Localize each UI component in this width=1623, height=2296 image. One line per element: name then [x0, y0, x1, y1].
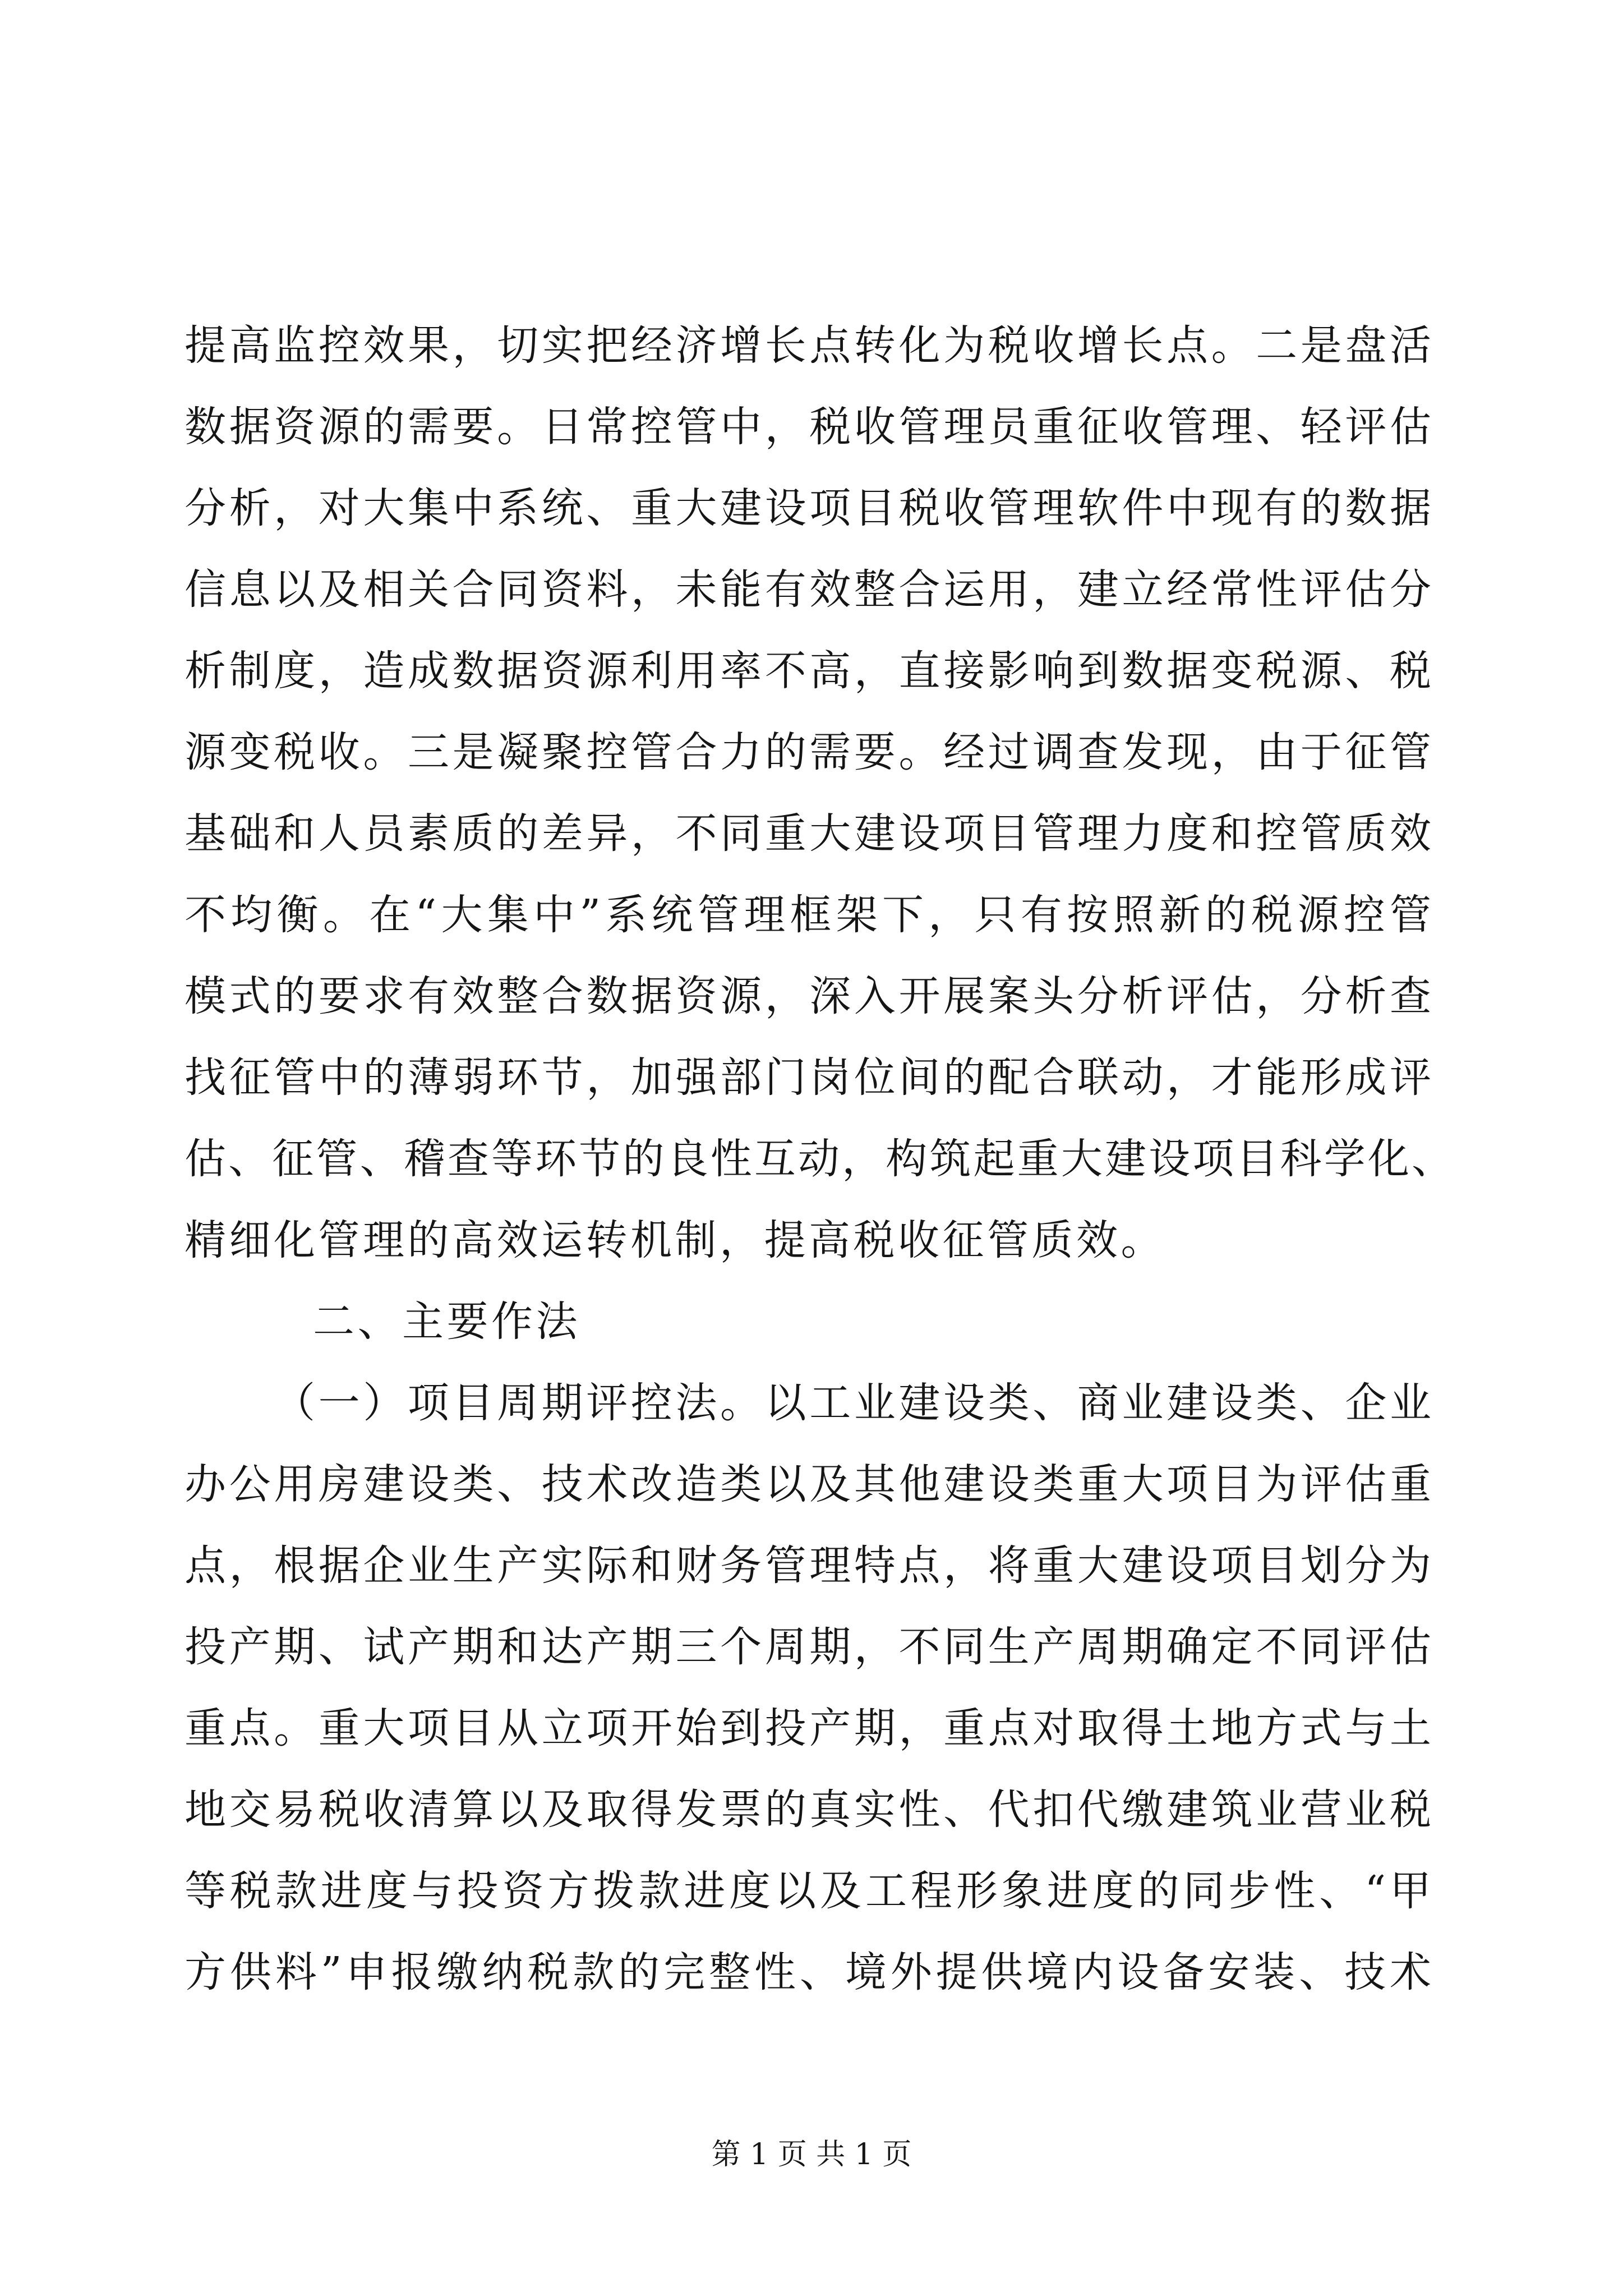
- section-heading: 二、主要作法: [313, 1297, 580, 1346]
- body-line: 办公用房建设类、技术改造类以及其他建设类重大项目为评估重: [185, 1460, 1431, 1508]
- body-line: 等税款进度与投资方拨款进度以及工程形象进度的同步性、“甲: [185, 1867, 1431, 1915]
- body-line: 提高监控效果，切实把经济增长点转化为税收增长点。二是盘活: [185, 321, 1431, 370]
- body-line: 重点。重大项目从立项开始到投产期，重点对取得土地方式与土: [185, 1704, 1431, 1752]
- page-footer: 第 1 页 共 1 页: [711, 2138, 912, 2171]
- body-line: 信息以及相关合同资料，未能有效整合运用，建立经常性评估分: [185, 565, 1431, 614]
- body-line: （一）项目周期评控法。以工业建设类、商业建设类、企业: [274, 1379, 1431, 1427]
- body-line: 基础和人员素质的差异，不同重大建设项目管理力度和控管质效: [185, 809, 1431, 858]
- body-line: 精细化管理的高效运转机制，提高税收征管质效。: [185, 1216, 1165, 1264]
- body-line: 源变税收。三是凝聚控管合力的需要。经过调查发现，由于征管: [185, 728, 1431, 776]
- body-line: 投产期、试产期和达产期三个周期，不同生产周期确定不同评估: [185, 1623, 1431, 1671]
- body-line: 地交易税收清算以及取得发票的真实性、代扣代缴建筑业营业税: [185, 1786, 1431, 1834]
- body-line: 找征管中的薄弱环节，加强部门岗位间的配合联动，才能形成评: [185, 1053, 1431, 1102]
- document-body: [185, 305, 1453, 2013]
- body-line: 分析，对大集中系统、重大建设项目税收管理软件中现有的数据: [185, 484, 1431, 532]
- body-line: 不均衡。在“大集中”系统管理框架下，只有按照新的税源控管: [185, 891, 1431, 939]
- body-line: 点，根据企业生产实际和财务管理特点，将重大建设项目划分为: [185, 1542, 1431, 1590]
- body-line: 模式的要求有效整合数据资源，深入开展案头分析评估，分析查: [185, 972, 1431, 1020]
- body-line: 估、征管、稽查等环节的良性互动，构筑起重大建设项目科学化、: [185, 1135, 1453, 1183]
- body-line: 析制度，造成数据资源利用率不高，直接影响到数据变税源、税: [185, 647, 1431, 695]
- body-line: 数据资源的需要。日常控管中，税收管理员重征收管理、轻评估: [185, 403, 1431, 451]
- body-line: 方供料”申报缴纳税款的完整性、境外提供境内设备安装、技术: [185, 1948, 1431, 1996]
